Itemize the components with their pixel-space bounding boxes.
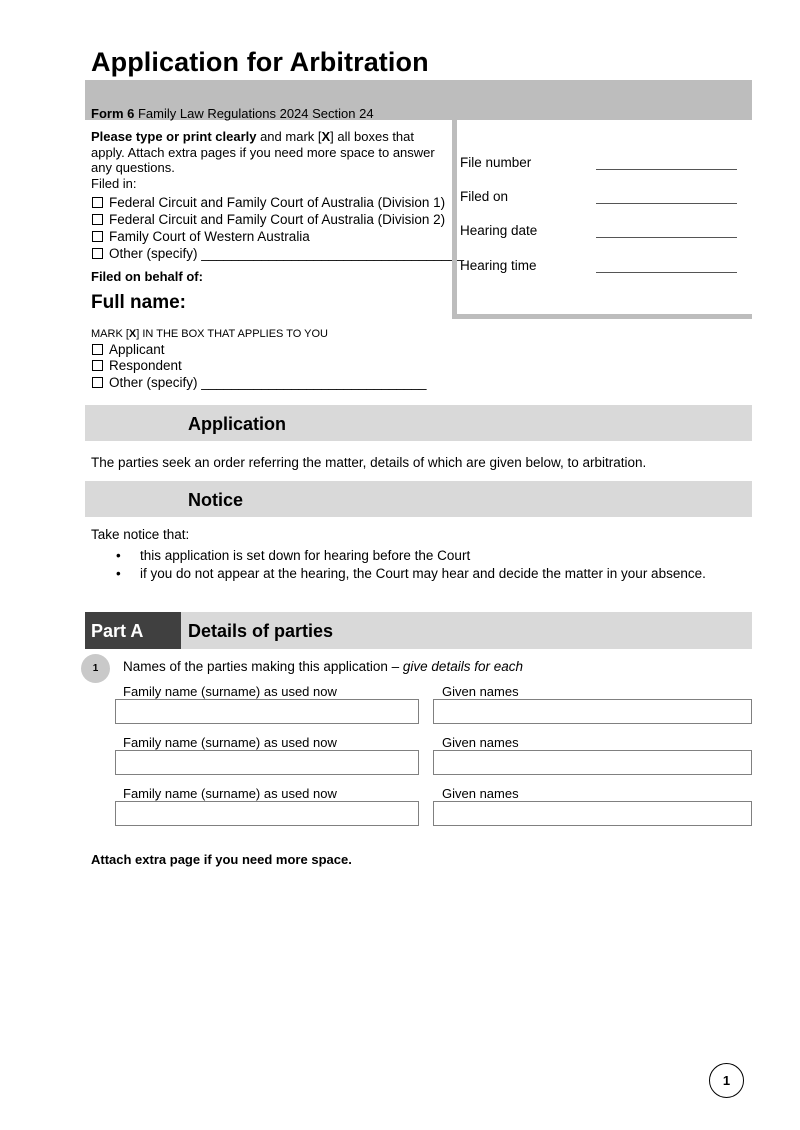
filed-in-option-wa[interactable]: Family Court of Western Australia (92, 229, 310, 244)
full-name-label: Full name: (91, 292, 187, 313)
filed-behalf-label: Filed on behalf of: (91, 269, 203, 284)
filed-on-label: Filed on (460, 189, 509, 204)
family-name-label: Family name (surname) as used now (123, 735, 337, 750)
notice-intro: Take notice that: (91, 527, 190, 542)
filed-in-label: Filed in: (91, 176, 137, 191)
family-name-input-1[interactable] (115, 699, 419, 724)
part-a-section-bar (85, 612, 752, 649)
filed-in-option-division-1[interactable]: Federal Circuit and Family Court of Australia (Division 1) (92, 195, 445, 210)
application-text: The parties seek an order referring the matter, details of which are given below, to arbitration. (91, 455, 647, 470)
checkbox[interactable] (92, 231, 103, 242)
checkbox[interactable] (92, 197, 103, 208)
file-number-label: File number (460, 155, 532, 170)
family-name-input-3[interactable] (115, 801, 419, 826)
given-names-label: Given names (442, 786, 519, 801)
mark-instruction: MARK [X] IN THE BOX THAT APPLIES TO YOU (91, 328, 329, 340)
notice-heading: Notice (188, 490, 244, 510)
notice-bullet-1: this application is set down for hearing before the Court (140, 548, 471, 563)
party-option-respondent[interactable]: Respondent (92, 358, 182, 373)
filed-on-line[interactable] (596, 203, 737, 204)
checkbox[interactable] (92, 360, 103, 371)
page-number: 1 (709, 1063, 744, 1098)
checkbox[interactable] (92, 214, 103, 225)
question-number-badge: 1 (81, 654, 110, 683)
checkbox[interactable] (92, 377, 103, 388)
filed-in-option-other[interactable]: Other (specify) ___________________________________ (92, 246, 464, 261)
form-reference: Form 6 Family Law Regulations 2024 Section 24 (91, 106, 374, 121)
application-heading: Application (188, 414, 286, 434)
page-title: Application for Arbitration (91, 47, 429, 77)
file-number-line[interactable] (596, 169, 737, 170)
given-names-input-1[interactable] (433, 699, 752, 724)
party-option-applicant[interactable]: Applicant (92, 342, 165, 357)
family-name-input-2[interactable] (115, 750, 419, 775)
filed-in-option-division-2[interactable]: Federal Circuit and Family Court of Australia (Division 2) (92, 212, 445, 227)
hearing-date-label: Hearing date (460, 223, 538, 238)
notice-section-bar (85, 481, 752, 517)
party-option-other[interactable]: Other (specify) ______________________________ (92, 375, 427, 390)
hearing-time-label: Hearing time (460, 258, 537, 273)
question-1-text: Names of the parties making this application – give details for each (123, 659, 523, 674)
checkbox[interactable] (92, 344, 103, 355)
bullet-icon: • (116, 548, 121, 563)
given-names-input-3[interactable] (433, 801, 752, 826)
instructions: Please type or print clearly and mark [X] all boxes that apply. Attach extra pages if you need more space to answer any questions. (91, 129, 435, 175)
family-name-label: Family name (surname) as used now (123, 684, 337, 699)
court-use-box (452, 120, 752, 319)
given-names-label: Given names (442, 684, 519, 699)
bullet-icon: • (116, 566, 121, 581)
family-name-label: Family name (surname) as used now (123, 786, 337, 801)
part-a-heading: Details of parties (188, 621, 334, 641)
attach-note: Attach extra page if you need more space. (91, 852, 352, 867)
checkbox[interactable] (92, 248, 103, 259)
hearing-time-line[interactable] (596, 272, 737, 273)
hearing-date-line[interactable] (596, 237, 737, 238)
given-names-label: Given names (442, 735, 519, 750)
application-section-bar (85, 405, 752, 441)
given-names-input-2[interactable] (433, 750, 752, 775)
notice-bullet-2: if you do not appear at the hearing, the Court may hear and decide the matter in your absence. (140, 566, 706, 581)
part-a-label: Part A (91, 621, 144, 641)
